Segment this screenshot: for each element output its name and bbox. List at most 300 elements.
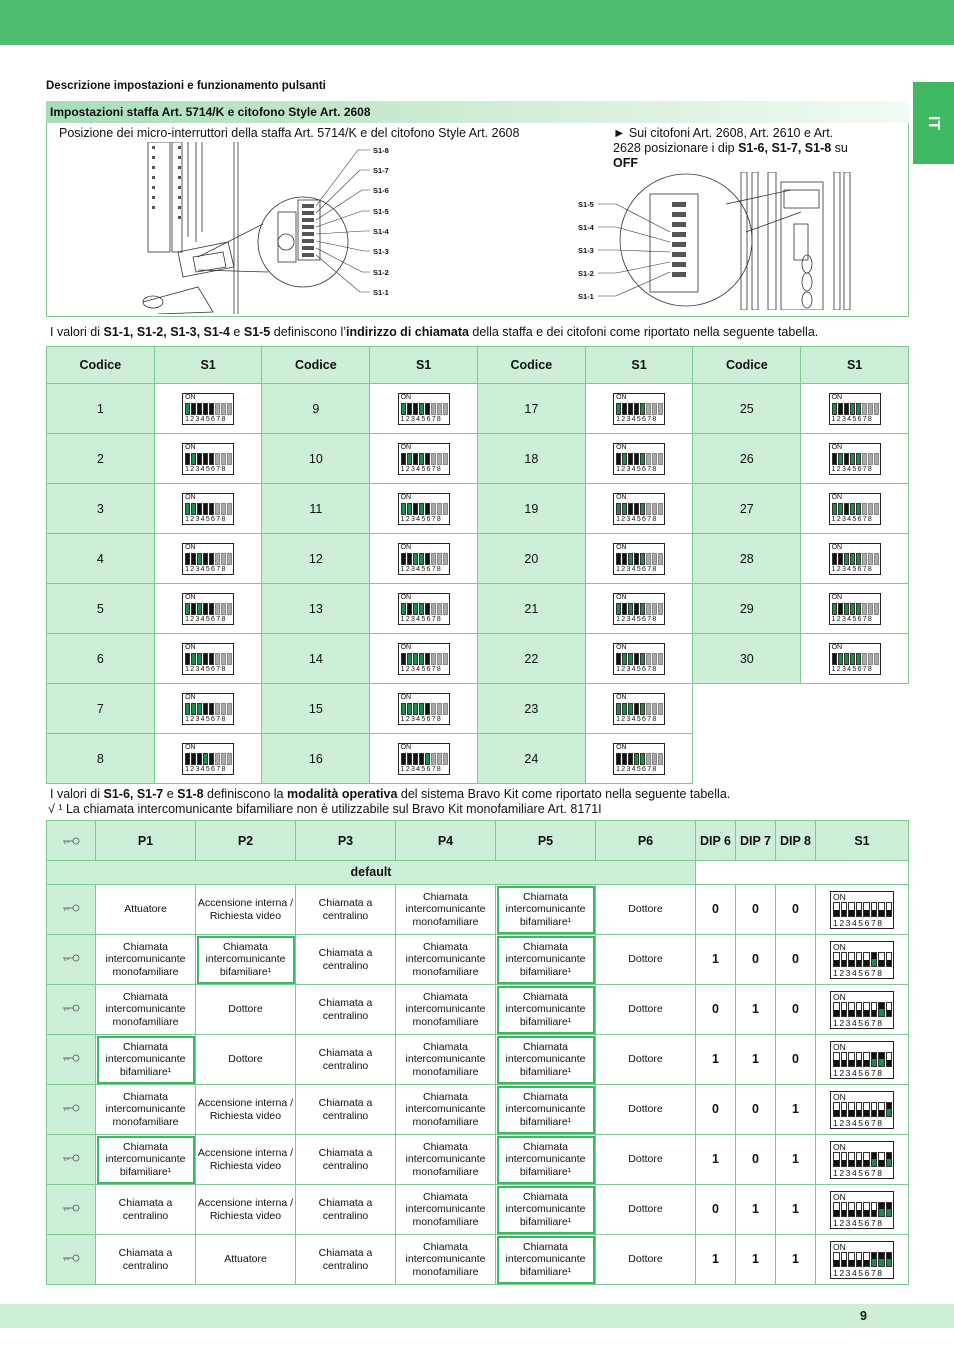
code-cell: 11 xyxy=(262,484,370,534)
dip-numbers: 12345678 xyxy=(616,415,658,423)
para2-bold-b: S1-8 xyxy=(177,787,204,801)
function-cell: Accensione interna / Richiesta video xyxy=(196,885,296,935)
para2-text-d: del sistema Bravo Kit come riportato nella seguente tabella. xyxy=(397,787,731,801)
dip-cells xyxy=(185,553,232,565)
dip-switch-icon xyxy=(398,593,450,625)
dip-cell xyxy=(413,653,418,665)
dip-numbers: 12345678 xyxy=(185,665,227,673)
dip-cells xyxy=(832,653,879,665)
dip-switch-icon xyxy=(398,493,450,525)
dip-cell xyxy=(871,1152,878,1167)
dip-cells xyxy=(401,503,448,515)
function-cell: Chiamata intercomunicante monofamiliare xyxy=(396,935,496,985)
dip-switch-icon xyxy=(613,543,665,575)
dip-cells xyxy=(185,603,232,615)
dip-cells xyxy=(616,603,663,615)
dip-cell xyxy=(628,653,633,665)
dip-switch-icon xyxy=(830,891,894,929)
s1-cell xyxy=(370,734,478,784)
dip-cell xyxy=(652,403,657,415)
dip-switch-icon xyxy=(613,693,665,725)
dip-cell xyxy=(221,553,226,565)
dip-cell xyxy=(863,1002,870,1017)
figure-note-dips: S1-6, S1-7, S1-8 xyxy=(738,141,832,155)
dip-value-cell: 1 xyxy=(696,935,736,985)
dip-cell xyxy=(634,653,639,665)
dip-cell xyxy=(185,603,190,615)
dip-cells xyxy=(616,753,663,765)
dip-cell xyxy=(863,902,870,917)
dip-cell xyxy=(203,603,208,615)
function-cell: Dottore xyxy=(596,1135,696,1185)
address-table xyxy=(46,346,909,784)
dip-cell xyxy=(863,1052,870,1067)
dip-cell xyxy=(401,703,406,715)
function-cell: Chiamata intercomunicante bifamiliare¹ xyxy=(496,985,596,1035)
dip-switch-icon xyxy=(182,493,234,525)
dip-cell xyxy=(221,603,226,615)
dip-cell xyxy=(431,553,436,565)
dip-cell xyxy=(856,653,861,665)
dip-cell xyxy=(419,403,424,415)
figure-note xyxy=(613,126,853,171)
function-cell: Chiamata intercomunicante monofamiliare xyxy=(396,1085,496,1135)
function-cell: Accensione interna / Richiesta video xyxy=(196,1185,296,1235)
function-cell: Accensione interna / Richiesta video xyxy=(196,1135,296,1185)
key-cell xyxy=(47,1235,96,1285)
dip-cell xyxy=(856,1202,863,1217)
footer-bar xyxy=(0,1304,954,1328)
s1-cell xyxy=(801,634,909,684)
dip-cell xyxy=(863,1252,870,1267)
dip-cell xyxy=(215,603,220,615)
dip-cell xyxy=(425,753,430,765)
dip-cell xyxy=(640,553,645,565)
dip-cell xyxy=(622,553,627,565)
dip-cell xyxy=(616,603,621,615)
table-row xyxy=(47,1085,909,1135)
table-row xyxy=(47,885,909,935)
function-cell: Chiamata intercomunicante bifamiliare¹ xyxy=(496,1235,596,1285)
para1-bold-b: S1-5 xyxy=(243,325,271,339)
dip-cell xyxy=(197,603,202,615)
table-row xyxy=(47,1035,909,1085)
dip-cell xyxy=(203,453,208,465)
dip-value-cell: 0 xyxy=(696,1085,736,1135)
dip-cell xyxy=(833,902,840,917)
para-address xyxy=(50,325,818,339)
dip-cell xyxy=(622,453,627,465)
dip-value-cell: 0 xyxy=(696,985,736,1035)
dip-cell xyxy=(848,1252,855,1267)
dip-value-cell: 1 xyxy=(696,1035,736,1085)
dip-cell xyxy=(425,503,430,515)
para1-text-c: definiscono l’ xyxy=(270,325,347,339)
dip-cell xyxy=(658,603,663,615)
dip-value-cell: 0 xyxy=(696,1185,736,1235)
dip-cell xyxy=(425,553,430,565)
dip-numbers: 12345678 xyxy=(185,765,227,773)
mode-table xyxy=(46,820,909,1285)
dip-cells xyxy=(832,553,879,565)
dip-cell xyxy=(841,1052,848,1067)
table-row xyxy=(47,985,909,1035)
dip-cell xyxy=(838,603,843,615)
dip-cell xyxy=(886,1202,893,1217)
dip-on-label: ON xyxy=(616,743,627,751)
dip-on-label: ON xyxy=(616,643,627,651)
dip-cell xyxy=(640,503,645,515)
dip-numbers: 12345678 xyxy=(400,665,443,673)
s1-cell xyxy=(801,434,909,484)
dip-cell xyxy=(652,503,657,515)
dip-cell xyxy=(841,1102,848,1117)
header-p5: P5 xyxy=(496,821,596,861)
function-cell: Chiamata a centralino xyxy=(296,1185,396,1235)
dip-cells xyxy=(185,653,232,665)
dip-cell xyxy=(640,703,645,715)
dip-cell xyxy=(640,453,645,465)
dip-cell xyxy=(413,603,418,615)
s1-cell xyxy=(816,1135,909,1185)
dip-numbers: 12345678 xyxy=(833,1017,884,1028)
function-cell: Dottore xyxy=(196,985,296,1035)
dip-cell xyxy=(622,503,627,515)
function-cell: Chiamata intercomunicante monofamiliare xyxy=(396,885,496,935)
dip-cell xyxy=(227,703,232,715)
dip-cells xyxy=(401,403,448,415)
dip-cells xyxy=(401,653,448,665)
header-codice: Codice xyxy=(262,347,370,384)
dip-cell xyxy=(227,503,232,515)
dip-cell xyxy=(437,403,442,415)
dip-cell xyxy=(863,1152,870,1167)
dip-cell xyxy=(437,553,442,565)
dip-cell xyxy=(856,503,861,515)
dip-cell xyxy=(874,453,879,465)
table-row xyxy=(47,1135,909,1185)
dip-cell xyxy=(407,503,412,515)
dip-cell xyxy=(652,603,657,615)
dip-cell xyxy=(209,403,214,415)
dip-on-label: ON xyxy=(616,493,627,501)
function-cell: Chiamata intercomunicante bifamiliare¹ xyxy=(96,1135,196,1185)
default-label: default xyxy=(47,861,696,885)
dip-value-cell: 1 xyxy=(736,985,776,1035)
dip-numbers: 12345678 xyxy=(833,1167,884,1178)
s1-cell xyxy=(801,484,909,534)
dip-cell xyxy=(634,703,639,715)
header-codice: Codice xyxy=(477,347,585,384)
dip-cell xyxy=(871,1102,878,1117)
key-icon xyxy=(62,1053,80,1061)
dip-cell xyxy=(832,603,837,615)
dip-cell xyxy=(221,503,226,515)
dip-switch-icon xyxy=(829,643,881,675)
s1-cell xyxy=(585,434,693,484)
dip-cell xyxy=(838,453,843,465)
dip-on-label: ON xyxy=(185,543,196,551)
dip-on-label: ON xyxy=(185,443,196,451)
fig-label-s1-7: S1-7 xyxy=(373,166,389,175)
dip-cell xyxy=(215,753,220,765)
dip-cell xyxy=(616,403,621,415)
dip-numbers: 12345678 xyxy=(185,415,227,423)
dip-cell xyxy=(203,653,208,665)
dip-numbers: 12345678 xyxy=(833,967,884,978)
dip-cell xyxy=(646,703,651,715)
dip-numbers: 12345678 xyxy=(831,615,874,623)
dip-cell xyxy=(628,453,633,465)
dip-cell xyxy=(215,703,220,715)
para2-text-a: I valori di xyxy=(50,787,104,801)
dip-cell xyxy=(878,1252,885,1267)
dip-cell xyxy=(185,703,190,715)
dip-cell xyxy=(832,503,837,515)
dip-numbers: 12345678 xyxy=(400,465,443,473)
table-row xyxy=(47,434,909,484)
dip-cells xyxy=(616,453,663,465)
code-cell: 21 xyxy=(477,584,585,634)
dip-cell xyxy=(616,503,621,515)
empty-cell xyxy=(693,734,909,784)
code-cell: 13 xyxy=(262,584,370,634)
doc-title: Descrizione impostazioni e funzionamento pulsanti xyxy=(46,80,326,92)
dip-cell xyxy=(227,653,232,665)
dip-cells xyxy=(833,902,892,917)
dip-value-cell: 1 xyxy=(696,1235,736,1285)
dip-switch-icon xyxy=(182,643,234,675)
fig-label-s1-6: S1-6 xyxy=(373,186,389,195)
dip-on-label: ON xyxy=(400,693,412,701)
dip-cell xyxy=(437,603,442,615)
dip-cell xyxy=(832,453,837,465)
dip-cells xyxy=(185,503,232,515)
dip-on-label: ON xyxy=(833,1041,846,1052)
code-cell: 26 xyxy=(693,434,801,484)
dip-cell xyxy=(878,1002,885,1017)
dip-cell xyxy=(425,403,430,415)
dip-cell xyxy=(203,403,208,415)
header-s1: S1 xyxy=(154,347,262,384)
dip-on-label: ON xyxy=(831,443,843,451)
dip-cell xyxy=(841,1002,848,1017)
dip-cell xyxy=(856,453,861,465)
dip-cell xyxy=(833,1202,840,1217)
dip-on-label: ON xyxy=(616,593,627,601)
dip-numbers: 12345678 xyxy=(400,715,443,723)
dip-cell xyxy=(209,703,214,715)
bracket-figure xyxy=(138,142,398,314)
dip-cell xyxy=(658,703,663,715)
function-cell: Dottore xyxy=(196,1035,296,1085)
header-dip8: DIP 8 xyxy=(776,821,816,861)
dip-on-label: ON xyxy=(185,593,196,601)
dip-cell xyxy=(634,453,639,465)
dip-cell xyxy=(437,753,442,765)
s1-cell xyxy=(816,985,909,1035)
dip-cell xyxy=(838,403,843,415)
s1-cell xyxy=(585,684,693,734)
dip-cell xyxy=(841,902,848,917)
dip-cell xyxy=(443,553,448,565)
dip-value-cell: 0 xyxy=(696,885,736,935)
dip-cell xyxy=(407,403,412,415)
dip-numbers: 12345678 xyxy=(400,765,443,773)
dip-cell xyxy=(848,1102,855,1117)
dip-switch-icon xyxy=(613,443,665,475)
dip-cells xyxy=(401,453,448,465)
dip-cell xyxy=(844,403,849,415)
dip-switch-icon xyxy=(830,1191,894,1229)
dip-cell xyxy=(886,1002,893,1017)
dip-cell xyxy=(833,952,840,967)
table-row xyxy=(47,634,909,684)
dip-cell xyxy=(185,753,190,765)
code-cell: 10 xyxy=(262,434,370,484)
function-cell: Chiamata intercomunicante monofamiliare xyxy=(96,935,196,985)
fig-label-r-s1-2: S1-2 xyxy=(578,269,594,278)
dip-cell xyxy=(215,453,220,465)
key-icon xyxy=(62,1103,80,1111)
s1-cell xyxy=(154,734,262,784)
dip-cell xyxy=(221,703,226,715)
table-row xyxy=(47,384,909,434)
dip-on-label: ON xyxy=(185,693,196,701)
s1-cell xyxy=(370,484,478,534)
dip-cells xyxy=(616,703,663,715)
dip-cell xyxy=(197,753,202,765)
s1-cell xyxy=(585,534,693,584)
para-mode xyxy=(50,787,730,801)
key-cell xyxy=(47,885,96,935)
dip-cell xyxy=(203,553,208,565)
dip-cell xyxy=(838,553,843,565)
dip-cell xyxy=(862,603,867,615)
dip-value-cell: 0 xyxy=(776,1035,816,1085)
dip-cell xyxy=(221,403,226,415)
dip-cell xyxy=(878,1202,885,1217)
function-cell: Chiamata intercomunicante bifamiliare¹ xyxy=(496,1185,596,1235)
dip-switch-icon xyxy=(830,1091,894,1129)
dip-cell xyxy=(401,653,406,665)
code-cell: 20 xyxy=(477,534,585,584)
header-bar xyxy=(0,0,954,45)
dip-on-label: ON xyxy=(831,543,843,551)
dip-on-label: ON xyxy=(400,743,412,751)
dip-cells xyxy=(401,553,448,565)
fig-label-s1-1: S1-1 xyxy=(373,288,389,297)
dip-cell xyxy=(844,653,849,665)
s1-cell xyxy=(370,434,478,484)
function-cell: Chiamata intercomunicante monofamiliare xyxy=(96,1085,196,1135)
fig-label-r-s1-3: S1-3 xyxy=(578,246,594,255)
function-cell: Chiamata intercomunicante bifamiliare¹ xyxy=(496,935,596,985)
dip-cell xyxy=(413,453,418,465)
dip-numbers: 12345678 xyxy=(616,565,658,573)
dip-cell xyxy=(616,753,621,765)
function-cell: Accensione interna / Richiesta video xyxy=(196,1085,296,1135)
figure-note-su: su xyxy=(831,141,848,155)
dip-numbers: 12345678 xyxy=(616,715,658,723)
dip-cell xyxy=(401,503,406,515)
dip-switch-icon xyxy=(182,693,234,725)
s1-cell xyxy=(801,384,909,434)
dip-cell xyxy=(221,653,226,665)
para2-text-b: e xyxy=(163,787,178,801)
s1-cell xyxy=(585,484,693,534)
code-cell: 28 xyxy=(693,534,801,584)
dip-cell xyxy=(833,1102,840,1117)
header-s1: S1 xyxy=(816,821,909,861)
dip-on-label: ON xyxy=(185,643,196,651)
dip-cell xyxy=(407,553,412,565)
code-cell: 29 xyxy=(693,584,801,634)
dip-cells xyxy=(832,403,879,415)
para2-bold-c: modalità operativa xyxy=(286,787,398,801)
para1-bold-a: S1-1, S1-2, S1-3, S1-4 xyxy=(103,325,230,339)
dip-cells xyxy=(833,1252,892,1267)
dip-cell xyxy=(197,553,202,565)
dip-cell xyxy=(419,703,424,715)
code-cell: 8 xyxy=(47,734,155,784)
dip-cell xyxy=(616,653,621,665)
dip-on-label: ON xyxy=(400,443,412,451)
dip-cells xyxy=(185,703,232,715)
dip-switch-icon xyxy=(613,493,665,525)
key-cell xyxy=(47,935,96,985)
address-table-header xyxy=(47,347,909,384)
dip-cell xyxy=(886,952,893,967)
dip-cell xyxy=(848,1002,855,1017)
header-p4: P4 xyxy=(396,821,496,861)
function-cell: Chiamata a centralino xyxy=(296,985,396,1035)
dip-numbers: 12345678 xyxy=(185,565,227,573)
function-cell: Chiamata intercomunicante monofamiliare xyxy=(96,985,196,1035)
code-cell: 27 xyxy=(693,484,801,534)
dip-numbers: 12345678 xyxy=(616,765,658,773)
dip-cell xyxy=(634,403,639,415)
code-cell: 7 xyxy=(47,684,155,734)
dip-cell xyxy=(419,503,424,515)
dip-cell xyxy=(437,653,442,665)
fig-label-r-s1-5: S1-5 xyxy=(578,200,594,209)
dip-cell xyxy=(419,753,424,765)
key-icon xyxy=(62,953,80,961)
dip-cells xyxy=(832,503,879,515)
table-row xyxy=(47,1185,909,1235)
function-cell: Dottore xyxy=(596,1085,696,1135)
dip-numbers: 12345678 xyxy=(185,515,227,523)
dip-cell xyxy=(622,753,627,765)
s1-cell xyxy=(816,1085,909,1135)
dip-value-cell: 1 xyxy=(776,1085,816,1135)
dip-cell xyxy=(658,453,663,465)
dip-cell xyxy=(856,1102,863,1117)
dip-cell xyxy=(413,753,418,765)
dip-cell xyxy=(833,1052,840,1067)
function-cell: Chiamata a centralino xyxy=(296,1235,396,1285)
dip-numbers: 12345678 xyxy=(185,465,227,473)
dip-numbers: 12345678 xyxy=(616,515,658,523)
key-icon xyxy=(62,1253,80,1261)
dip-cell xyxy=(191,453,196,465)
dip-cell xyxy=(425,703,430,715)
dip-cell xyxy=(431,703,436,715)
dip-cell xyxy=(628,503,633,515)
triangle-right-icon: ► xyxy=(613,126,626,140)
dip-numbers: 12345678 xyxy=(833,1267,884,1278)
